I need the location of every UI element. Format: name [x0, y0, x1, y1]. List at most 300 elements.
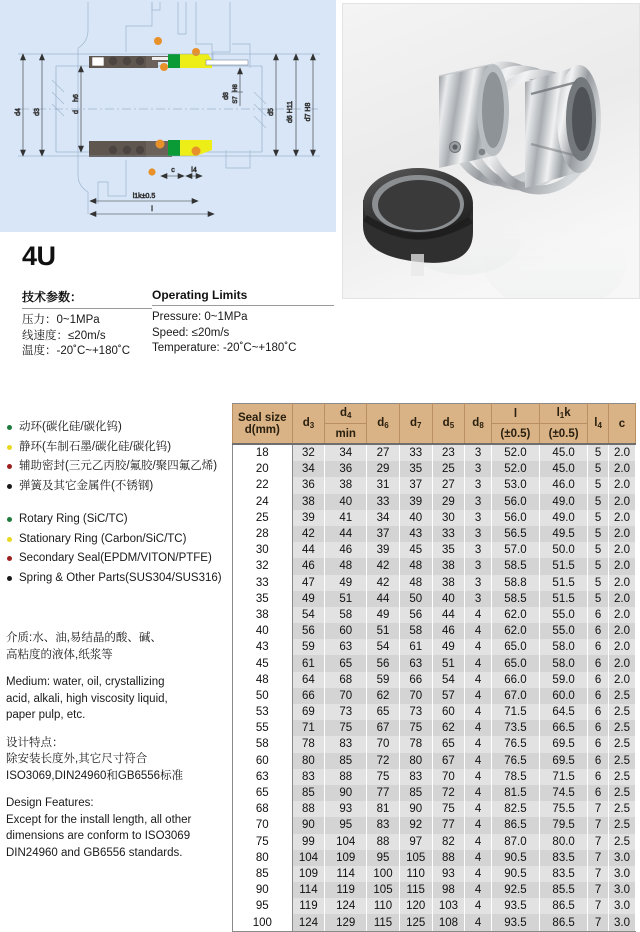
medium-cn-line: 高粘度的液体,纸浆等: [6, 648, 113, 661]
cell-value: 36: [292, 477, 325, 493]
cell-value: 49: [292, 591, 325, 607]
cell-value: 88: [292, 801, 325, 817]
cell-value: 119: [325, 882, 367, 898]
cell-value: 2.5: [608, 817, 635, 833]
cell-value: 2.0: [608, 575, 635, 591]
spec-temperature-cn: 温度：-20˚C~+180˚C: [22, 345, 131, 357]
cell-value: 2.5: [608, 720, 635, 736]
cell-value: 80.0: [540, 834, 588, 850]
cell-value: 4: [465, 688, 492, 704]
cell-value: 3: [465, 477, 492, 493]
cell-value: 85: [325, 753, 367, 769]
cell-value: 75.5: [540, 801, 588, 817]
table-row: [233, 753, 636, 769]
cell-value: 44: [432, 607, 465, 623]
cell-value: 68: [325, 672, 367, 688]
cell-value: 71.5: [491, 704, 539, 720]
cell-seal-size: 95: [233, 898, 293, 914]
cell-value: 76.5: [491, 736, 539, 752]
cell-value: 54: [367, 639, 400, 655]
cell-value: 120: [399, 898, 432, 914]
cell-value: 29: [432, 494, 465, 510]
cell-seal-size: 90: [233, 882, 293, 898]
cell-value: 4: [465, 623, 492, 639]
cell-value: 114: [325, 866, 367, 882]
cell-value: 54: [432, 672, 465, 688]
cell-value: 25: [432, 461, 465, 477]
cell-value: 50: [399, 591, 432, 607]
cell-seal-size: 28: [233, 526, 293, 542]
cell-value: 65: [432, 736, 465, 752]
cell-value: 80: [292, 753, 325, 769]
th-c: c: [608, 404, 635, 445]
cell-value: 67.0: [491, 688, 539, 704]
design-en-line: DIN24960 and GB6556 standards.: [6, 846, 183, 859]
cell-value: 46: [292, 558, 325, 574]
page-title: 4U: [22, 241, 56, 271]
th-seal-size-line1: Seal size: [237, 411, 287, 424]
cell-value: 59: [292, 639, 325, 655]
cell-value: 85: [292, 785, 325, 801]
cell-value: 129: [325, 914, 367, 931]
cell-value: 27: [432, 477, 465, 493]
list-gap: [6, 496, 231, 510]
cell-value: 4: [465, 639, 492, 655]
cell-value: 70: [432, 769, 465, 785]
cell-value: 63: [399, 655, 432, 671]
bullet-dot-green: [7, 425, 12, 430]
cell-value: 125: [399, 914, 432, 931]
cell-value: 81.5: [491, 785, 539, 801]
cell-value: 83: [399, 769, 432, 785]
cell-value: 3: [465, 510, 492, 526]
cell-value: 95: [367, 850, 400, 866]
medium-paragraph-en: [6, 674, 234, 724]
cell-value: 42: [367, 558, 400, 574]
spec-pressure-en: Pressure: 0~1MPa: [152, 311, 248, 323]
cell-value: 2.5: [608, 801, 635, 817]
cell-value: 115: [367, 914, 400, 931]
cell-seal-size: 25: [233, 510, 293, 526]
cell-value: 51: [367, 623, 400, 639]
cell-value: 104: [292, 850, 325, 866]
cell-seal-size: 30: [233, 542, 293, 558]
bullet-dot-black: [7, 484, 12, 489]
cell-value: 6: [588, 769, 609, 785]
design-paragraph-en: [6, 795, 234, 861]
cell-seal-size: 68: [233, 801, 293, 817]
cell-value: 2.0: [608, 461, 635, 477]
dim-label-d-h6: d: [73, 110, 80, 114]
dim-label-h6: h6: [73, 94, 80, 102]
material-label: Rotary Ring (SiC/TC): [19, 513, 128, 525]
cell-value: 34: [367, 510, 400, 526]
specs-column-en: [152, 288, 334, 360]
table-row: [233, 639, 636, 655]
table-row: [233, 882, 636, 898]
cell-value: 4: [465, 850, 492, 866]
cell-value: 124: [292, 914, 325, 931]
cell-seal-size: 70: [233, 817, 293, 833]
table-row: [233, 575, 636, 591]
spec-speed-en: Speed: ≤20m/s: [152, 326, 230, 339]
cell-value: 35: [432, 542, 465, 558]
cell-value: 5: [588, 444, 609, 461]
cell-value: 61: [399, 639, 432, 655]
cell-seal-size: 43: [233, 639, 293, 655]
cell-value: 70: [325, 688, 367, 704]
cell-value: 69: [292, 704, 325, 720]
cell-value: 6: [588, 623, 609, 639]
cell-value: 32: [292, 444, 325, 461]
th-l1k-tol: (±0.5): [540, 424, 588, 445]
cell-seal-size: 24: [233, 494, 293, 510]
cell-value: 86.5: [540, 898, 588, 914]
cell-value: 59: [367, 672, 400, 688]
list-item: [6, 418, 231, 438]
cell-value: 4: [465, 785, 492, 801]
cell-value: 105: [367, 882, 400, 898]
design-en-line: Design Features:: [6, 797, 94, 809]
bullet-dot-yellow: [7, 537, 12, 542]
dim-label-l: l: [151, 206, 153, 213]
table-row: [233, 494, 636, 510]
cell-value: 29: [367, 461, 400, 477]
cell-seal-size: 48: [233, 672, 293, 688]
material-label: Secondary Seal(EPDM/VITON/PTFE): [19, 552, 212, 564]
cell-value: 33: [432, 526, 465, 542]
design-paragraph-cn: [6, 735, 234, 785]
dim-label-d7-h8: d7 H8: [305, 102, 312, 122]
cell-value: 30: [432, 510, 465, 526]
cell-value: 46.0: [540, 477, 588, 493]
cell-value: 51.5: [540, 591, 588, 607]
cell-value: 90: [399, 801, 432, 817]
cell-value: 56: [292, 623, 325, 639]
cell-value: 124: [325, 898, 367, 914]
description-block: [6, 630, 234, 872]
cell-seal-size: 18: [233, 444, 293, 461]
cell-value: 90.5: [491, 850, 539, 866]
cell-value: 7: [588, 850, 609, 866]
cell-value: 61: [292, 655, 325, 671]
cell-value: 3: [465, 526, 492, 542]
cell-value: 65: [325, 655, 367, 671]
cell-value: 4: [465, 672, 492, 688]
table-header: [233, 404, 636, 445]
cell-seal-size: 20: [233, 461, 293, 477]
cell-value: 83: [325, 736, 367, 752]
cell-seal-size: 22: [233, 477, 293, 493]
cell-value: 7: [588, 882, 609, 898]
mechanical-seal-photo: [343, 4, 639, 298]
cell-value: 58.0: [540, 639, 588, 655]
cell-value: 43: [399, 526, 432, 542]
cell-value: 71.5: [540, 769, 588, 785]
cell-value: 88: [432, 850, 465, 866]
cell-value: 5: [588, 575, 609, 591]
th-seal-size-line2: d(mm): [244, 423, 280, 436]
cell-value: 62.0: [491, 623, 539, 639]
th-d4: $d_4$: [325, 404, 367, 424]
cell-value: 45: [399, 542, 432, 558]
table-row: [233, 542, 636, 558]
cell-value: 4: [465, 882, 492, 898]
cell-value: 2.0: [608, 639, 635, 655]
table-row: [233, 720, 636, 736]
cell-value: 56.5: [491, 526, 539, 542]
medium-cn-line: 介质:水、油,易结晶的酸、碱、: [6, 632, 162, 644]
cell-value: 93.5: [491, 914, 539, 931]
cell-value: 38: [292, 494, 325, 510]
cell-value: 95: [325, 817, 367, 833]
cell-seal-size: 58: [233, 736, 293, 752]
cell-value: 3: [465, 494, 492, 510]
table-row: [233, 801, 636, 817]
bullet-dot-green: [7, 517, 12, 522]
cell-value: 85: [399, 785, 432, 801]
table-row: [233, 817, 636, 833]
cell-value: 2.5: [608, 704, 635, 720]
title-block: [22, 243, 322, 270]
cell-value: 39: [367, 542, 400, 558]
cell-value: 86.5: [491, 817, 539, 833]
table-row: [233, 850, 636, 866]
cell-value: 7: [588, 817, 609, 833]
cell-value: 58.5: [491, 591, 539, 607]
table-row: [233, 444, 636, 461]
spec-pressure-cn: 压力：0~1MPa: [22, 314, 100, 326]
drive-collar: [439, 64, 509, 168]
cell-value: 4: [465, 914, 492, 931]
cell-value: 4: [465, 753, 492, 769]
list-item: [6, 510, 231, 530]
cell-value: 48: [399, 558, 432, 574]
bullet-dot-red: [7, 464, 12, 469]
cell-value: 99: [292, 834, 325, 850]
cell-value: 59.0: [540, 672, 588, 688]
cell-value: 45.0: [540, 444, 588, 461]
cell-value: 4: [465, 704, 492, 720]
cell-value: 109: [325, 850, 367, 866]
cell-value: 5: [588, 558, 609, 574]
spec-temperature-en: Temperature: -20˚C~+180˚C: [152, 342, 297, 354]
cell-value: 65.0: [491, 655, 539, 671]
cell-value: 2.0: [608, 510, 635, 526]
bullet-dot-black: [7, 576, 12, 581]
cell-value: 57: [432, 688, 465, 704]
cell-value: 119: [292, 898, 325, 914]
cell-seal-size: 53: [233, 704, 293, 720]
cell-value: 93: [432, 866, 465, 882]
cell-value: 3.0: [608, 882, 635, 898]
material-label: Spring & Other Parts(SUS304/SUS316): [19, 571, 222, 584]
cell-value: 64: [292, 672, 325, 688]
cell-value: 2.5: [608, 769, 635, 785]
cell-value: 5: [588, 477, 609, 493]
cell-value: 2.5: [608, 834, 635, 850]
cell-seal-size: 100: [233, 914, 293, 931]
cell-seal-size: 60: [233, 753, 293, 769]
cell-value: 4: [465, 817, 492, 833]
cell-value: 81: [367, 801, 400, 817]
cell-value: 110: [367, 898, 400, 914]
cell-value: 87.0: [491, 834, 539, 850]
cell-value: 79.5: [540, 817, 588, 833]
cell-value: 2.0: [608, 672, 635, 688]
th-l1k: $l_1k$: [540, 404, 588, 424]
cell-value: 90.5: [491, 866, 539, 882]
cell-value: 2.0: [608, 591, 635, 607]
table-row: [233, 461, 636, 477]
dim-label-d6-h11: d6 H11: [287, 100, 294, 124]
cell-seal-size: 75: [233, 834, 293, 850]
dim-label-s7-tol: S7: [233, 96, 239, 104]
technical-drawing-panel: [0, 0, 336, 232]
cell-value: 3: [465, 575, 492, 591]
cell-value: 60: [325, 623, 367, 639]
table-row: [233, 736, 636, 752]
th-l4: $l_4$: [588, 404, 609, 445]
th-d8: $d_8$: [465, 404, 492, 445]
dim-label-l1k: l1k±0.5: [132, 193, 156, 200]
cell-value: 4: [465, 866, 492, 882]
cell-value: 72: [367, 753, 400, 769]
cell-value: 51.5: [540, 575, 588, 591]
cell-value: 52.0: [491, 444, 539, 461]
cell-value: 76.5: [491, 753, 539, 769]
cell-value: 58: [399, 623, 432, 639]
cell-value: 73.5: [491, 720, 539, 736]
table-row: [233, 785, 636, 801]
cell-value: 3: [465, 461, 492, 477]
cell-value: 6: [588, 655, 609, 671]
cell-value: 6: [588, 704, 609, 720]
cell-value: 108: [432, 914, 465, 931]
design-cn-line: 设计特点：: [6, 736, 64, 749]
list-item: [6, 569, 231, 589]
cell-value: 83.5: [540, 850, 588, 866]
cell-value: 6: [588, 607, 609, 623]
table-row: [233, 866, 636, 882]
cell-value: 60.0: [540, 688, 588, 704]
list-item: [6, 530, 231, 550]
cell-value: 82: [432, 834, 465, 850]
cell-value: 51: [432, 655, 465, 671]
cell-value: 56: [399, 607, 432, 623]
cell-value: 40: [432, 591, 465, 607]
cell-value: 37: [399, 477, 432, 493]
specs-column-cn: [22, 288, 152, 360]
cell-value: 75: [432, 801, 465, 817]
cell-value: 2.0: [608, 444, 635, 461]
cell-value: 6: [588, 785, 609, 801]
cell-seal-size: 85: [233, 866, 293, 882]
cell-value: 33: [399, 444, 432, 461]
cell-value: 78.5: [491, 769, 539, 785]
cell-value: 2.5: [608, 785, 635, 801]
cell-value: 3.0: [608, 850, 635, 866]
cell-value: 85.5: [540, 882, 588, 898]
cell-value: 48: [399, 575, 432, 591]
dim-label-d8: d8: [223, 92, 230, 100]
cell-value: 104: [325, 834, 367, 850]
cell-value: 52.0: [491, 461, 539, 477]
cell-value: 51: [325, 591, 367, 607]
cell-value: 56.0: [491, 510, 539, 526]
cell-value: 6: [588, 672, 609, 688]
table-header-row-1: [233, 404, 636, 424]
cell-value: 70: [399, 688, 432, 704]
cell-value: 58: [325, 607, 367, 623]
th-l: l: [491, 404, 539, 424]
operating-limits-block: [22, 288, 334, 360]
cell-value: 4: [465, 607, 492, 623]
cell-value: 115: [399, 882, 432, 898]
cell-value: 3.0: [608, 866, 635, 882]
cell-value: 58.5: [491, 558, 539, 574]
cell-value: 64.5: [540, 704, 588, 720]
cell-value: 86.5: [540, 914, 588, 931]
cell-value: 39: [292, 510, 325, 526]
cell-value: 92.5: [491, 882, 539, 898]
cell-value: 93.5: [491, 898, 539, 914]
cell-value: 49: [325, 575, 367, 591]
table-row: [233, 623, 636, 639]
cell-value: 92: [399, 817, 432, 833]
cell-value: 34: [325, 444, 367, 461]
cell-value: 50.0: [540, 542, 588, 558]
medium-paragraph-cn: [6, 630, 234, 663]
cell-value: 72: [432, 785, 465, 801]
cell-value: 2.5: [608, 688, 635, 704]
cell-value: 45.0: [540, 461, 588, 477]
cell-value: 70: [367, 736, 400, 752]
cell-value: 4: [465, 720, 492, 736]
cell-value: 83: [292, 769, 325, 785]
cell-value: 46: [432, 623, 465, 639]
bullet-dot-yellow: [7, 445, 12, 450]
cell-value: 6: [588, 639, 609, 655]
cell-value: 93: [325, 801, 367, 817]
cell-value: 2.0: [608, 526, 635, 542]
design-en-line: dimensions are conform to ISO3069: [6, 830, 191, 842]
table-row: [233, 477, 636, 493]
dimension-table: [232, 403, 636, 932]
cell-value: 5: [588, 591, 609, 607]
materials-lists: [6, 418, 231, 588]
cell-value: 78: [399, 736, 432, 752]
cell-value: 7: [588, 898, 609, 914]
cell-value: 3: [465, 558, 492, 574]
cell-value: 6: [588, 720, 609, 736]
cell-value: 83: [367, 817, 400, 833]
cell-value: 49: [367, 607, 400, 623]
cell-value: 62: [432, 720, 465, 736]
cell-value: 63: [325, 639, 367, 655]
cell-value: 40: [325, 494, 367, 510]
dim-label-d5: d5: [268, 108, 275, 116]
cell-value: 40: [399, 510, 432, 526]
cell-value: 90: [325, 785, 367, 801]
cell-value: 34: [292, 461, 325, 477]
cell-value: 3: [465, 591, 492, 607]
cell-value: 47: [292, 575, 325, 591]
table-row: [233, 526, 636, 542]
cell-value: 35: [399, 461, 432, 477]
table-row: [233, 558, 636, 574]
cell-value: 7: [588, 801, 609, 817]
